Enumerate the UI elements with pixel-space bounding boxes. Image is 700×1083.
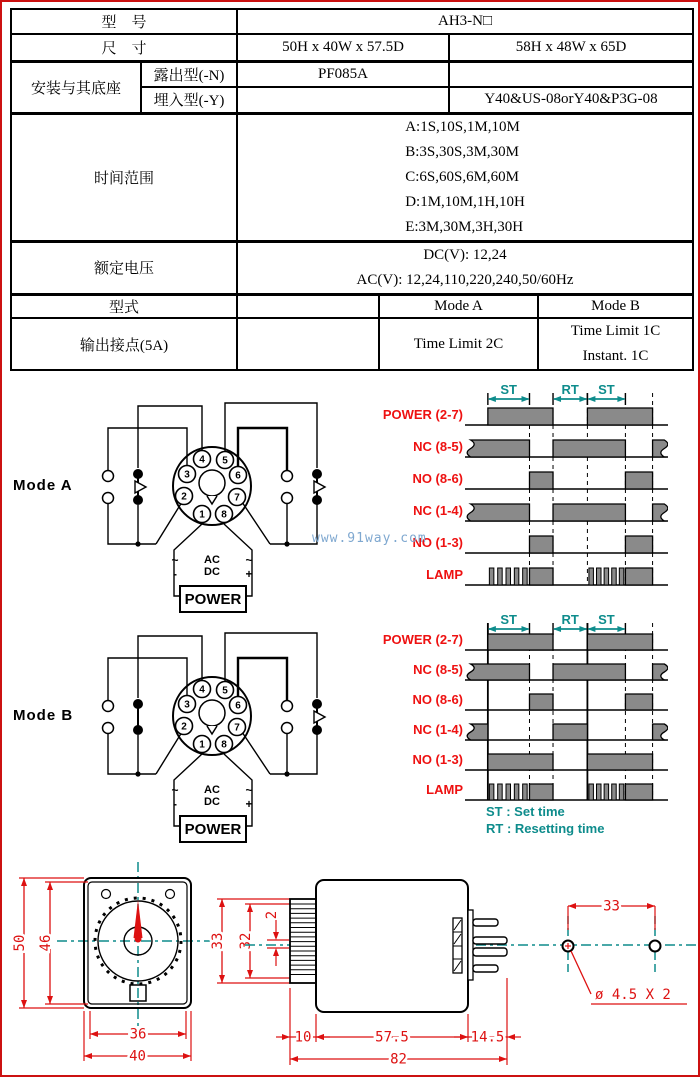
dimension-drawing — [5, 858, 700, 1080]
dc-label: DC — [204, 566, 220, 578]
timing-bar — [488, 408, 553, 425]
timing-bar — [625, 568, 652, 585]
flush-type-empty — [237, 87, 449, 113]
lamp-flash-bar — [506, 784, 511, 800]
relay-pin — [473, 937, 507, 944]
flush-type-label: 埋入型(-Y) — [141, 87, 237, 113]
timing-bar — [529, 568, 553, 585]
output-label: 输出接点(5A) — [11, 318, 237, 370]
timing-bar — [553, 664, 625, 680]
pin-number-8: 8 — [221, 509, 227, 521]
pin-number-4: 4 — [199, 454, 205, 466]
dimension-label: 46 — [38, 934, 54, 952]
table-row — [11, 113, 693, 241]
dim-arrowhead — [21, 1000, 27, 1008]
exposed-type-label: 露出型(-N) — [141, 61, 237, 87]
lamp-flash-bar — [612, 784, 617, 800]
timing-bar — [467, 724, 488, 740]
relay-pin — [473, 948, 507, 956]
terminal-circle — [103, 701, 114, 712]
watermark: www.91way.com — [312, 531, 427, 546]
timing-row-label: NC (1-4) — [413, 722, 463, 737]
time-range-e: E:3M,30M,3H,30H — [405, 218, 524, 235]
timing-row-label: POWER (2-7) — [382, 407, 463, 422]
mark-label: ST — [598, 382, 615, 397]
dim-arrowhead — [568, 903, 576, 909]
timing-row-label: POWER (2-7) — [382, 632, 463, 647]
type-label: 型式 — [11, 294, 237, 318]
output-mode-b — [538, 318, 693, 370]
lamp-flash-bar — [498, 784, 503, 800]
dim-arrowhead — [617, 626, 625, 632]
dim-arrowhead — [219, 975, 225, 983]
timing-bar — [653, 724, 668, 740]
table-row — [11, 294, 693, 318]
lamp-flash-bar — [506, 568, 511, 585]
dim-arrowhead — [579, 626, 587, 632]
junction-dot — [135, 541, 140, 546]
dc-minus: - — [173, 797, 177, 811]
ac-polarity-left: ~ — [171, 553, 179, 567]
model-label: 型 号 — [11, 9, 237, 34]
time-range-label: 时间范围 — [11, 113, 237, 241]
ac-polarity-right: ~ — [245, 553, 253, 567]
time-range-values — [237, 113, 693, 241]
timing-row-label: NO (8-6) — [412, 692, 463, 707]
wire — [156, 732, 182, 774]
mode-a-section-label: Mode A — [13, 477, 73, 494]
timing-bar — [529, 784, 553, 800]
timing-bar — [529, 472, 553, 489]
keyway-notch — [207, 726, 217, 734]
dimension-label: 36 — [129, 1026, 147, 1043]
wire — [238, 428, 287, 470]
dim-arrowhead — [488, 396, 496, 402]
relay-pin — [473, 965, 498, 972]
lamp-flash-bar — [489, 784, 494, 800]
wire — [138, 636, 202, 698]
pin-number-4: 4 — [199, 684, 205, 696]
ac-polarity-right: ~ — [245, 783, 253, 797]
lamp-flash-bar — [523, 784, 528, 800]
screw-hole — [102, 890, 111, 899]
dc-plus: + — [245, 567, 253, 581]
dimension-label: 33 — [210, 932, 226, 950]
dim-arrowhead — [647, 903, 655, 909]
dim-arrowhead — [273, 948, 279, 956]
wire — [270, 733, 317, 774]
terminal-circle — [282, 723, 293, 734]
dim-arrowhead — [617, 396, 625, 402]
delay-contact-triangle — [135, 481, 146, 493]
mount-label: 安装与其底座 — [11, 61, 141, 113]
lamp-flash-bar — [489, 568, 494, 585]
table-row — [11, 34, 693, 61]
lamp-flash-bar — [498, 568, 503, 585]
spec-table — [10, 8, 694, 371]
dim-arrowhead — [247, 904, 253, 912]
time-range-c: C:6S,60S,6M,60M — [405, 168, 520, 185]
terminal-circle — [282, 701, 293, 712]
timing-bar — [625, 784, 652, 800]
dimension-label: 40 — [129, 1048, 146, 1065]
mark-label: ST — [500, 382, 517, 397]
dim-arrowhead — [499, 1056, 507, 1062]
timing-legend — [486, 803, 604, 837]
ac-polarity-left: ~ — [171, 783, 179, 797]
dimension-label: 2 — [264, 910, 280, 920]
voltage-label: 额定电压 — [11, 241, 237, 294]
pin-plate — [468, 910, 473, 980]
timing-row-label: NO (1-3) — [412, 535, 463, 550]
timing-bar — [653, 504, 668, 521]
dimension-label: 10 — [294, 1029, 312, 1046]
timing-bar — [653, 664, 668, 680]
timing-bar — [553, 724, 587, 740]
lamp-flash-bar — [619, 568, 624, 585]
dim-arrowhead — [47, 996, 53, 1004]
size-small-value: 50H x 40W x 57.5D — [237, 34, 449, 61]
dim-arrowhead — [316, 1034, 324, 1040]
power-label: POWER — [184, 821, 242, 838]
ac-label: AC — [204, 554, 220, 566]
lamp-flash-bar — [589, 784, 594, 800]
wire — [108, 428, 187, 470]
pin-number-1: 1 — [199, 509, 205, 521]
timing-bar — [488, 634, 553, 650]
dim-arrowhead — [84, 1053, 92, 1059]
time-range-d: D:1M,10M,1H,10H — [405, 193, 525, 210]
pointer-hub — [135, 936, 142, 943]
terminal-circle — [282, 493, 293, 504]
dim-arrowhead — [521, 396, 529, 402]
lamp-flash-bar — [514, 784, 519, 800]
hole-size-label: ø 4.5 X 2 — [595, 987, 671, 1003]
mode-b-section-label: Mode B — [13, 707, 74, 724]
time-range-a: A:1S,10S,1M,10M — [405, 118, 520, 135]
socket-keyhole — [199, 700, 225, 726]
timing-row-label: NC (8-5) — [413, 662, 463, 677]
timing-bar — [625, 694, 652, 710]
wire — [156, 502, 182, 544]
output-mode-a: Time Limit 2C — [379, 318, 538, 370]
lamp-flash-bar — [597, 784, 602, 800]
relay-pin — [473, 919, 498, 926]
timing-row-label: NC (8-5) — [413, 439, 463, 454]
mark-label: ST — [598, 612, 615, 627]
mounting-hole — [650, 941, 661, 952]
lamp-flash-bar — [523, 568, 528, 585]
legend-rt: RT : Resetting time — [486, 821, 605, 836]
ac-label: AC — [204, 784, 220, 796]
mode-a-header: Mode A — [379, 294, 538, 318]
dim-arrowhead — [21, 878, 27, 886]
dim-arrowhead — [247, 970, 253, 978]
dim-arrowhead — [521, 626, 529, 632]
lamp-flash-bar — [597, 568, 602, 585]
timing-bar — [467, 504, 529, 521]
exposed-type-value: PF085A — [237, 61, 449, 87]
size-large-value: 58H x 48W x 65D — [449, 34, 693, 61]
voltage-ac: AC(V): 12,24,110,220,240,50/60Hz — [356, 271, 574, 288]
lamp-flash-bar — [589, 568, 594, 585]
side-knob — [290, 899, 316, 983]
delay-contact-triangle — [314, 481, 325, 493]
timing-bar — [529, 536, 553, 553]
timing-bar — [467, 664, 529, 680]
time-range-b: B:3S,30S,3M,30M — [405, 143, 520, 160]
wire — [108, 658, 187, 700]
dimension-label: 33 — [603, 898, 620, 915]
timing-row-label: NC (1-4) — [413, 503, 463, 518]
pin-number-3: 3 — [184, 469, 190, 481]
timing-bar — [653, 440, 668, 457]
table-row — [11, 241, 693, 294]
side-body — [316, 880, 468, 1012]
timing-row-label: NO (1-3) — [412, 752, 463, 767]
mark-label: ST — [500, 612, 517, 627]
pin-number-2: 2 — [181, 721, 187, 733]
dc-label: DC — [204, 796, 220, 808]
socket-keyhole — [199, 470, 225, 496]
socket-diagram-mode-b — [8, 620, 348, 850]
junction-dot — [135, 771, 140, 776]
terminal-circle — [103, 471, 114, 482]
dim-arrowhead — [553, 396, 561, 402]
timing-bar — [488, 754, 553, 770]
table-row — [11, 9, 693, 34]
timing-bar — [587, 754, 652, 770]
wire — [242, 732, 270, 774]
table-row — [11, 61, 693, 87]
lamp-flash-bar — [619, 784, 624, 800]
size-label: 尺 寸 — [11, 34, 237, 61]
output-mode-b-line1: Time Limit 1C — [570, 323, 661, 339]
dim-arrowhead — [579, 396, 587, 402]
dim-arrowhead — [587, 396, 595, 402]
lamp-flash-bar — [604, 784, 609, 800]
voltage-dc: DC(V): 12,24 — [423, 246, 507, 263]
timing-row-label: LAMP — [426, 567, 463, 582]
pin-number-5: 5 — [222, 685, 228, 697]
dimension-label: 57.5 — [375, 1029, 409, 1046]
dimension-label: 82 — [390, 1051, 407, 1068]
flush-type-value: Y40&US-08orY40&P3G-08 — [449, 87, 693, 113]
wire — [108, 733, 156, 774]
type-empty — [237, 294, 379, 318]
wire — [238, 658, 287, 700]
pin-number-2: 2 — [181, 491, 187, 503]
dc-minus: - — [173, 567, 177, 581]
junction-dot — [284, 541, 289, 546]
timing-bar — [625, 536, 652, 553]
keyway-notch — [207, 496, 217, 504]
timing-chart-mode-b — [352, 608, 668, 820]
leader-line — [571, 951, 591, 994]
terminal-circle — [103, 723, 114, 734]
legend-st: ST : Set time — [486, 804, 565, 819]
timing-chart-mode-a — [352, 378, 668, 596]
dim-arrowhead — [178, 1031, 186, 1037]
pin-number-8: 8 — [221, 739, 227, 751]
mark-label: RT — [561, 382, 579, 397]
pin-number-7: 7 — [234, 722, 240, 734]
dim-arrowhead — [273, 932, 279, 940]
timing-bar — [529, 694, 553, 710]
timing-bar — [553, 440, 625, 457]
dim-arrowhead — [290, 1056, 298, 1062]
socket-diagram-mode-a — [8, 390, 348, 620]
dimension-label: 14.5 — [470, 1029, 505, 1046]
lamp-flash-bar — [604, 568, 609, 585]
power-label: POWER — [184, 591, 242, 608]
dim-arrowhead — [587, 626, 595, 632]
wire — [108, 503, 156, 544]
timing-bar — [587, 634, 652, 650]
screw-hole — [166, 890, 175, 899]
timing-bar — [467, 440, 529, 457]
timing-bar — [553, 504, 625, 521]
table-row — [11, 318, 693, 370]
voltage-values — [237, 241, 693, 294]
mode-b-header: Mode B — [538, 294, 693, 318]
dc-plus: + — [245, 797, 253, 811]
timing-bar — [587, 408, 652, 425]
dim-arrowhead — [47, 882, 53, 890]
delay-contact-triangle — [314, 711, 325, 723]
dim-arrowhead — [90, 1031, 98, 1037]
model-value: AH3-N□ — [237, 9, 693, 34]
dimension-label: 32 — [238, 932, 254, 950]
lamp-flash-bar — [612, 568, 617, 585]
mark-label: RT — [561, 612, 579, 627]
timing-row-label: LAMP — [426, 782, 463, 797]
pin-number-6: 6 — [235, 470, 241, 482]
wire — [138, 406, 202, 468]
dim-arrowhead — [553, 626, 561, 632]
output-empty — [237, 318, 379, 370]
timing-bar — [625, 472, 652, 489]
dim-arrowhead — [488, 626, 496, 632]
exposed-type-empty — [449, 61, 693, 87]
terminal-circle — [103, 493, 114, 504]
pin-number-3: 3 — [184, 699, 190, 711]
pin-number-7: 7 — [234, 492, 240, 504]
pointer-needle — [134, 900, 143, 938]
timing-row-label: NO (8-6) — [412, 471, 463, 486]
dim-arrowhead — [219, 899, 225, 907]
lamp-flash-bar — [514, 568, 519, 585]
pin-number-6: 6 — [235, 700, 241, 712]
junction-dot — [284, 771, 289, 776]
output-mode-b-line2: Instant. 1C — [582, 348, 649, 364]
terminal-circle — [282, 471, 293, 482]
dim-arrowhead — [183, 1053, 191, 1059]
wire — [270, 503, 317, 544]
pin-number-5: 5 — [222, 455, 228, 467]
pin-number-1: 1 — [199, 739, 205, 751]
dimension-label: 50 — [12, 934, 28, 952]
wire — [242, 502, 270, 544]
